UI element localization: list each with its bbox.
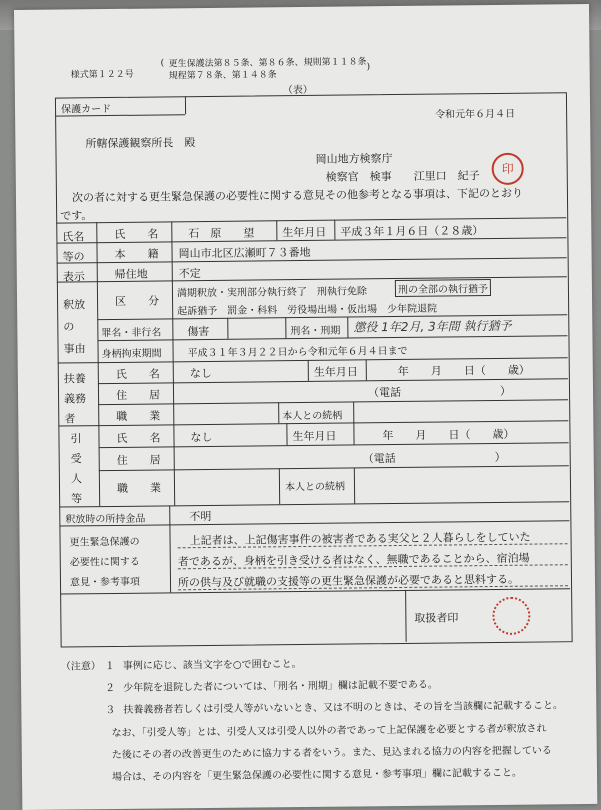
opinion-text: 上記者は、上記傷害事件の被害者である実父と２人暮らしをしていた 者であるが、身柄を引き受ける者はなく、無職であることから、宿泊場 所の供与及び就職の支援等の更生緊急保護が必要であると思料する。 [177, 530, 531, 590]
notes-heading: （注意） [60, 661, 101, 673]
col-line [334, 220, 335, 240]
kubun-label: 区 分 [114, 294, 160, 308]
note-3-text: 扶養義務者若しくは引受人等がいないとき、又は不明のときは、その旨を当該欄に記載すること。 [123, 700, 563, 716]
note-3-continued: なお、「引受人等」とは、引受人又は引受人以外の者であって上記保護を必要とする者が釈放され た後にその者の改善更生のために協力する者をいう。また、見込まれる協力の内容を把握している 場合は、その内容を「更生緊急保護の必要性に関する意見・参考事項」欄に記載すること。 [111, 723, 552, 784]
kubun-line-1: 満期釈放・実刑部分執行終了 刑執行免除 [176, 286, 368, 300]
card-title: 保護カード [60, 103, 112, 116]
fuyo-tel: （電話 ） [367, 384, 512, 400]
honseki-value: 岡山市北区広瀬町７３番地 [178, 245, 311, 261]
document-page [14, 4, 597, 810]
fuyo-job-label: 職 業 [116, 409, 161, 423]
custody-value: 平成３１年３月２２日から令和元年６月４日まで [187, 345, 408, 360]
crime-value: 傷害 [187, 324, 210, 339]
hiki-dob-value: 年 月 日（ 歳） [382, 427, 515, 443]
col-line [353, 401, 354, 422]
col-line [227, 318, 228, 339]
intro-line-1: 次の者に対する更生緊急保護の必要性に関する意見その他参考となる事項は、下記のとおり [71, 186, 524, 205]
kubun-line-2: 起訴猶予 罰金・科料 労役場出場・仮出場 少年院退院 [177, 303, 438, 318]
col-line [276, 220, 277, 240]
penalty-label: 刑名・刑期 [290, 325, 341, 338]
section-label-4: 引 受 人 等 [70, 432, 83, 506]
legal-basis-2: 規程第７８条、第１４８条 [168, 70, 277, 82]
col-line [286, 423, 287, 445]
hiki-job-label: 職 業 [116, 481, 162, 495]
prosecutor: 検察官 検事 江里口 紀子 [325, 169, 480, 184]
hiki-name-value: なし [190, 430, 213, 445]
opinion-label: 更生緊急保護の 必要性に関する 意見・参考事項 [69, 536, 141, 589]
bracket-left: ( [160, 58, 165, 69]
money-label: 釈放時の所持金品 [65, 513, 146, 526]
note-2-num: ２ [105, 682, 116, 695]
handler-seal [492, 597, 530, 635]
fuyo-addr-label: 住 居 [115, 388, 161, 402]
money-value: 不明 [189, 509, 212, 524]
kubun-circled-option: 刑の全部の執行猶予 [395, 279, 491, 297]
hiki-rel-label: 本人との続柄 [284, 481, 346, 494]
hiki-addr-label: 住 居 [116, 453, 161, 467]
kijuu-label: 帰住地 [114, 267, 148, 281]
penalty-handwritten: 懲役 1年2月, 3年間 執行猶予 [353, 318, 512, 335]
kijuu-value: 不定 [178, 267, 201, 281]
side-label: （表） [282, 84, 313, 97]
office: 岡山地方検察庁 [315, 152, 393, 166]
col-line [353, 422, 354, 444]
date: 令和元年６月４日 [435, 108, 516, 121]
col-line [366, 359, 367, 380]
handler-label: 取扱者印 [414, 611, 459, 625]
name-label: 氏 名 [114, 227, 159, 241]
fuyo-rel-label: 本人との続柄 [282, 410, 343, 423]
hiki-name-label: 氏 名 [116, 431, 161, 445]
intro-line-2: です。 [60, 209, 93, 223]
honseki-label: 本 籍 [114, 247, 159, 261]
hiki-tel: （電話 ） [362, 450, 506, 466]
section-label-2: 釈放 の 事由 [63, 298, 86, 356]
addressee: 所轄保護観察所長 殿 [85, 136, 196, 151]
note-1-text: 事例に応じ、該当文字を○で囲むこと。 [122, 659, 302, 672]
dob-label: 生年月日 [282, 225, 327, 240]
note-2-text: 少年院を退院した者については、「刑名・刑期」欄は記載不要である。 [123, 679, 438, 694]
fuyo-dob-label: 生年月日 [313, 365, 358, 379]
fuyo-name-value: なし [189, 366, 212, 381]
dob-value: 平成３年１月６日（２８歳） [340, 224, 484, 239]
col-line [347, 317, 348, 338]
form-number: 様式第１２２号 [70, 69, 134, 81]
title-divider [185, 96, 186, 114]
bracket-right: ) [366, 62, 371, 73]
col-line [278, 402, 279, 423]
name-value: 石 原 望 [188, 226, 255, 241]
crime-label: 罪名・非行名 [101, 327, 162, 340]
custody-label: 身柄拘束期間 [101, 348, 162, 361]
official-seal: 印 [492, 153, 524, 185]
col-line [285, 317, 286, 338]
note-1-num: １ [104, 660, 115, 673]
legal-basis-1: 更生保護法第８５条、第８６条、規則第１１８条 [168, 57, 367, 70]
note-3-num: ３ [105, 704, 116, 717]
fuyo-name-label: 氏 名 [115, 367, 160, 381]
section-label-3: 扶養 義務 者 [63, 372, 87, 426]
fuyo-dob-value: 年 月 日（ 歳） [397, 363, 530, 379]
col-line [308, 360, 309, 381]
section-label-1: 氏名 等の 表示 [62, 230, 85, 284]
hiki-dob-label: 生年月日 [292, 429, 337, 444]
